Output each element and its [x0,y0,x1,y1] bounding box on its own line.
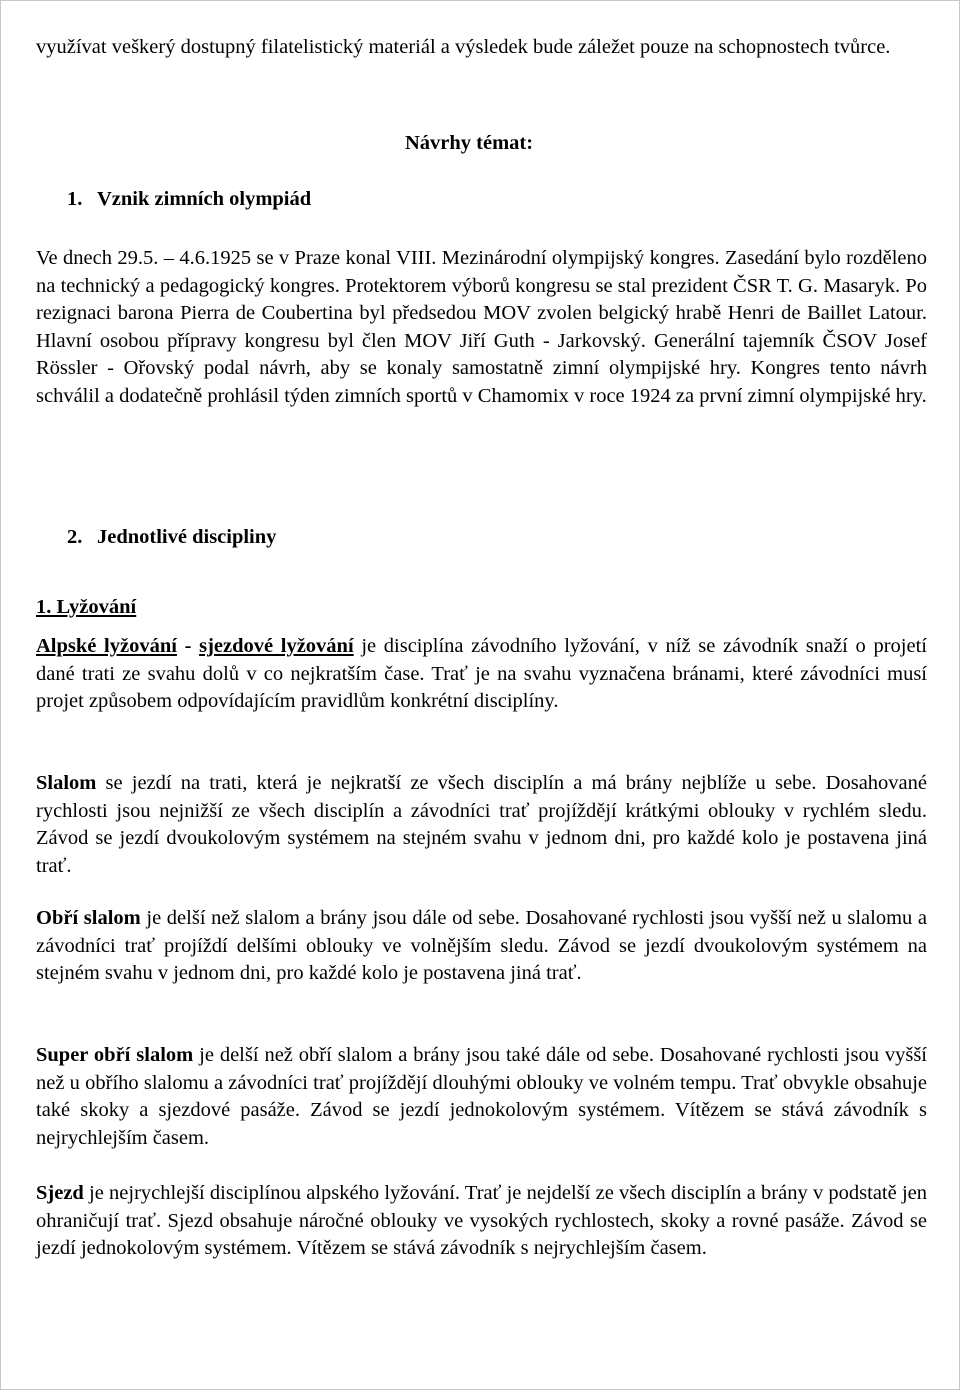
alpine-term: Alpské lyžování [36,635,177,657]
topic-1-number: 1. [67,188,83,210]
super-giant-paragraph [36,1042,927,1152]
topic-2-title: Jednotlivé discipliny [97,526,277,548]
slalom-term: Slalom [36,772,97,794]
alpine-text: je disciplína závodního lyžování, v níž se závodník snaží o projetí dané trati ze svahu dolů v co nejkratším čase. Trať je na svahu vyznačena bránami, které závodníci musí projet způsobem odpovídajícím pravidlům konkrétní disciplíny. [36,635,927,713]
topic-1-paragraph: Ve dnech 29.5. – 4.6.1925 se v Praze konal VIII. Mezinárodní olympijský kongres. Zasedání bylo rozděleno na technický a pedagogický kongres. Protektorem výborů kongresu se stal prezident ČSR T. G. Masaryk. Po rezignaci barona Pierra de Coubertina byl předsedou MOV zvolen belgický hrabě Henri de Baillet Latour. Hlavní osobou přípravy kongresu byl člen MOV Jiří Guth - Jarkovský. Generální tajemník ČSOV Josef Rössler - Ořovský podal návrh, aby se konaly samostatně zimní olympijské hry. Kongres tento návrh schválil a dodatečně prohlásil týden zimních sportů v Chamomix v roce 1924 za první zimní olympijské hry. [36,247,927,407]
alpine-paragraph [36,633,927,716]
proposals-heading: Návrhy témat: [405,132,534,154]
slalom-paragraph [36,770,927,880]
skiing-heading-text: 1. Lyžování [36,596,137,618]
skiing-heading [36,594,136,622]
intro-paragraph: využívat veškerý dostupný filatelistický materiál a výsledek bude záležet pouze na schopnostech tvůrce. [36,36,891,58]
topic-2-number: 2. [67,526,83,548]
super-giant-text: je delší než obří slalom a brány jsou také dále od sebe. Dosahované rychlosti jsou vyšší než u obřího slalomu a závodníci trať projíždějí dlouhými oblouky ve volném tempu. Trať obvykle obsahuje také skoky a sjezdové pasáže. Závod se jezdí jednokolovým systémem. Vítězem se stává závodník s nejrychlejším časem. [36,1044,928,1149]
giant-slalom-term: Obří slalom [36,907,141,929]
giant-slalom-paragraph [36,905,927,988]
slalom-text: se jezdí na trati, která je nejkratší ze všech disciplín a má brány nejblíže u sebe. Dosahované rychlosti jsou nejnižší ze všech disciplín a závodníci trať projíždějí krátkými oblouky v rychlém sledu. Závod se jezdí dvoukolovým systémem na stejném svahu v jednom dni, pro každé kolo je postavena jiná trať. [36,772,927,877]
super-giant-term: Super obří slalom [36,1044,194,1066]
downhill-text: je nejrychlejší disciplínou alpského lyžování. Trať je nejdelší ze všech disciplín a brány v podstatě jen ohraničují trať. Sjezd obsahuje náročné oblouky ve vysokých rychlostech, skoky a rovné pasáže. Závod se jezdí jednokolovým systémem. Vítězem se stává závodník s nejrychlejším časem. [36,1182,927,1260]
topic-1-heading [67,186,311,214]
downhill-skiing-term: sjezdové lyžování [199,635,354,657]
giant-slalom-text: je delší než slalom a brány jsou dále od sebe. Dosahované rychlosti jsou vyšší než u slalomu a závodníci trať projíždí delšími oblouky ve volnějším sledu. Závod se jezdí dvoukolovým systémem na stejném svahu v jednom dni, pro každé kolo je postavena jiná trať. [36,907,928,985]
downhill-term: Sjezd [36,1182,84,1204]
alpine-sep: - [176,635,200,657]
topic-1-title: Vznik zimních olympiád [97,188,312,210]
topic-2-heading [67,524,276,552]
downhill-paragraph [36,1180,927,1263]
